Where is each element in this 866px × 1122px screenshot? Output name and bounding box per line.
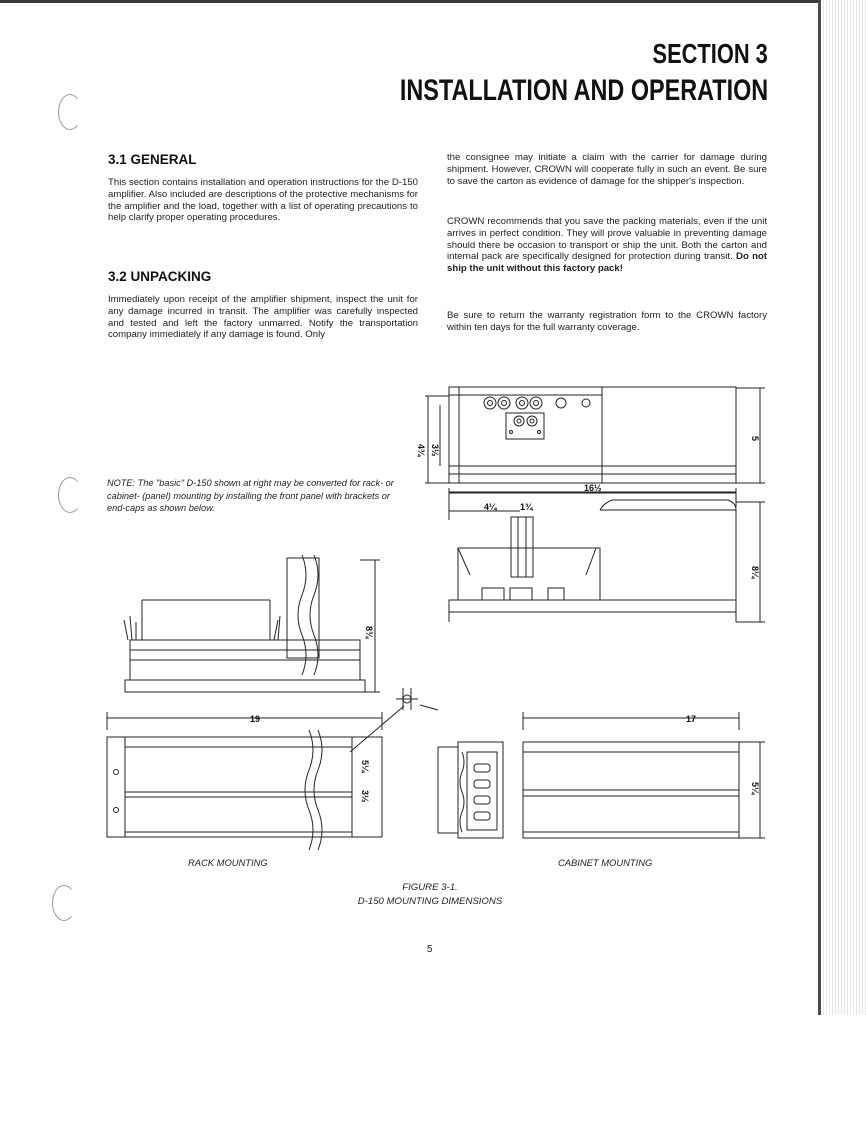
dim-side-height: 5 (750, 436, 760, 442)
section-title: INSTALLATION AND OPERATION (399, 74, 768, 107)
bracket-detail-drawing (350, 688, 438, 752)
consignee-paragraph: the consignee may initiate a claim with the carrier for damage during shipment. However, CROWN will cooperate fully in such an event. Be sure to save the carton as evidence of damage for the shipper's inspection. (447, 152, 767, 187)
dim-rack-panel-h: 5¼ (360, 760, 370, 773)
packing-warning: Do not ship the unit without this factory pack! (447, 251, 767, 275)
rack-front-drawing (107, 712, 382, 850)
figure-note: NOTE: The "basic" D-150 shown at right may be converted for rack- or cabinet- (panel) mounting by installing the front panel with brackets or end-caps as shown below. (107, 478, 394, 513)
rack-side-drawing (124, 555, 380, 692)
heading-3-2: 3.2 UNPACKING (108, 269, 212, 284)
figure-number: FIGURE 3-1. (402, 882, 458, 893)
dim-total-depth: 16½ (584, 483, 602, 493)
dim-body-height: 8¼ (750, 566, 760, 579)
figure-title: D-150 MOUNTING DIMENSIONS (357, 896, 503, 907)
dim-front-height-b: 3½ (430, 444, 440, 457)
rack-caption: RACK MOUNTING (188, 857, 268, 868)
page-number: 5 (427, 944, 433, 955)
dim-cabinet-width: 17 (686, 714, 697, 724)
unpacking-paragraph: Immediately upon receipt of the amplifier shipment, inspect the unit for any damage incurred in transit. The amplifier was carefully inspected and tested and left the factory unmarred. Notify the transportation company immediately if any damage is found. Only (108, 294, 418, 341)
dim-foot-offset: 4¼ (484, 502, 497, 512)
dim-rack-width: 19 (250, 714, 261, 724)
general-paragraph: This section contains installation and operation instructions for the D-150 amplifier. Also included are descriptions of the protective mechanisms for the amplifier and the load, together with a list of operating precautions to help clarify proper operating procedures. (108, 177, 418, 224)
packing-text: CROWN recommends that you save the packing materials, even if the unit arrives in perfect condition. They will prove valuable in preventing damage should there be occasion to transport or ship the unit. Both the carton and internal pack are specifically designed for protection during transit. (447, 216, 767, 263)
heading-3-1: 3.1 GENERAL (108, 152, 197, 167)
dim-cabinet-height: 5¼ (750, 782, 760, 795)
dim-rack-panel-h2: 3½ (360, 790, 370, 803)
cabinet-caption: CABINET MOUNTING (558, 857, 653, 868)
dim-foot-small: 1¾ (520, 502, 533, 512)
warranty-paragraph: Be sure to return the warranty registration form to the CROWN factory within ten days for the full warranty coverage. (447, 310, 767, 333)
dim-rack-height: 8¾ (364, 626, 374, 639)
dim-front-height-a: 4¾ (416, 444, 426, 457)
cabinet-endcap-drawing (438, 742, 503, 838)
cabinet-front-drawing (523, 712, 765, 838)
section-number: SECTION 3 (652, 38, 768, 69)
front-view-drawing (449, 387, 736, 483)
